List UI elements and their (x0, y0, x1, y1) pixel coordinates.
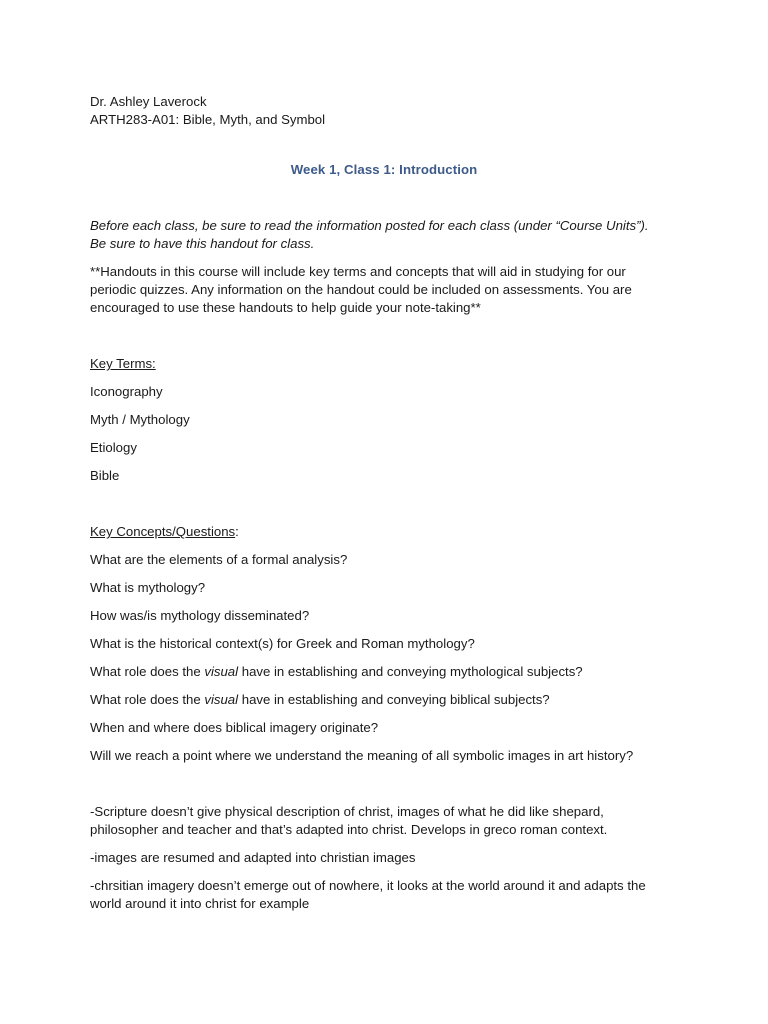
question (90, 691, 690, 709)
instructor-name: Dr. Ashley Laverock (90, 94, 207, 109)
page-title: Week 1, Class 1: Introduction (290, 162, 478, 177)
notes-section (90, 803, 690, 913)
key-terms-heading-text: Key Terms: (90, 356, 156, 371)
key-term: Bible (90, 468, 120, 483)
note-line: world around it into christ for example (90, 896, 310, 911)
key-term: Myth / Mythology (90, 412, 190, 427)
handouts-line: **Handouts in this course will include key terms and concepts that will aid in studying for our (90, 264, 626, 279)
question-text: What role does the (90, 664, 205, 679)
note-line: -chrsitian imagery doesn’t emerge out of nowhere, it looks at the world around it and adapts the (90, 878, 646, 893)
key-term: Etiology (90, 440, 137, 455)
key-terms-section (90, 355, 690, 485)
question: What is the historical context(s) for Greek and Roman mythology? (90, 636, 475, 651)
question-text: have in establishing and conveying biblical subjects? (238, 692, 550, 707)
question: When and where does biblical imagery originate? (90, 720, 379, 735)
key-terms-heading (90, 355, 690, 373)
question: What is mythology? (90, 580, 206, 595)
note-line: -images are resumed and adapted into christian images (90, 850, 416, 865)
handouts-line: periodic quizzes. Any information on the handout could be included on assessments. You are (90, 282, 632, 297)
note-line: -Scripture doesn’t give physical description of christ, images of what he did like shepard, (90, 804, 604, 819)
question: Will we reach a point where we understand the meaning of all symbolic images in art history? (90, 748, 634, 763)
handouts-note (90, 263, 690, 317)
question: How was/is mythology disseminated? (90, 608, 310, 623)
handouts-line: encouraged to use these handouts to help guide your note-taking** (90, 300, 481, 315)
note-line: philosopher and teacher and that’s adapted into christ. Develops in greco roman context. (90, 822, 608, 837)
question-text: What role does the (90, 692, 205, 707)
instruction-line: Before each class, be sure to read the information posted for each class (under “Course Units”). (90, 218, 649, 233)
question-text: have in establishing and conveying mythological subjects? (238, 664, 583, 679)
key-concepts-heading (90, 523, 690, 541)
key-concepts-section (90, 523, 690, 765)
before-class-instructions (90, 217, 690, 253)
course-title: ARTH283-A01: Bible, Myth, and Symbol (90, 112, 326, 127)
instruction-line: Be sure to have this handout for class. (90, 236, 315, 251)
question-emphasis: visual (204, 692, 239, 707)
document-page (90, 93, 690, 913)
question-emphasis: visual (204, 664, 239, 679)
key-term: Iconography (90, 384, 163, 399)
question (90, 663, 690, 681)
key-concepts-heading-colon: : (235, 524, 239, 539)
key-concepts-heading-text: Key Concepts/Questions (90, 524, 236, 539)
question: What are the elements of a formal analysis? (90, 552, 348, 567)
